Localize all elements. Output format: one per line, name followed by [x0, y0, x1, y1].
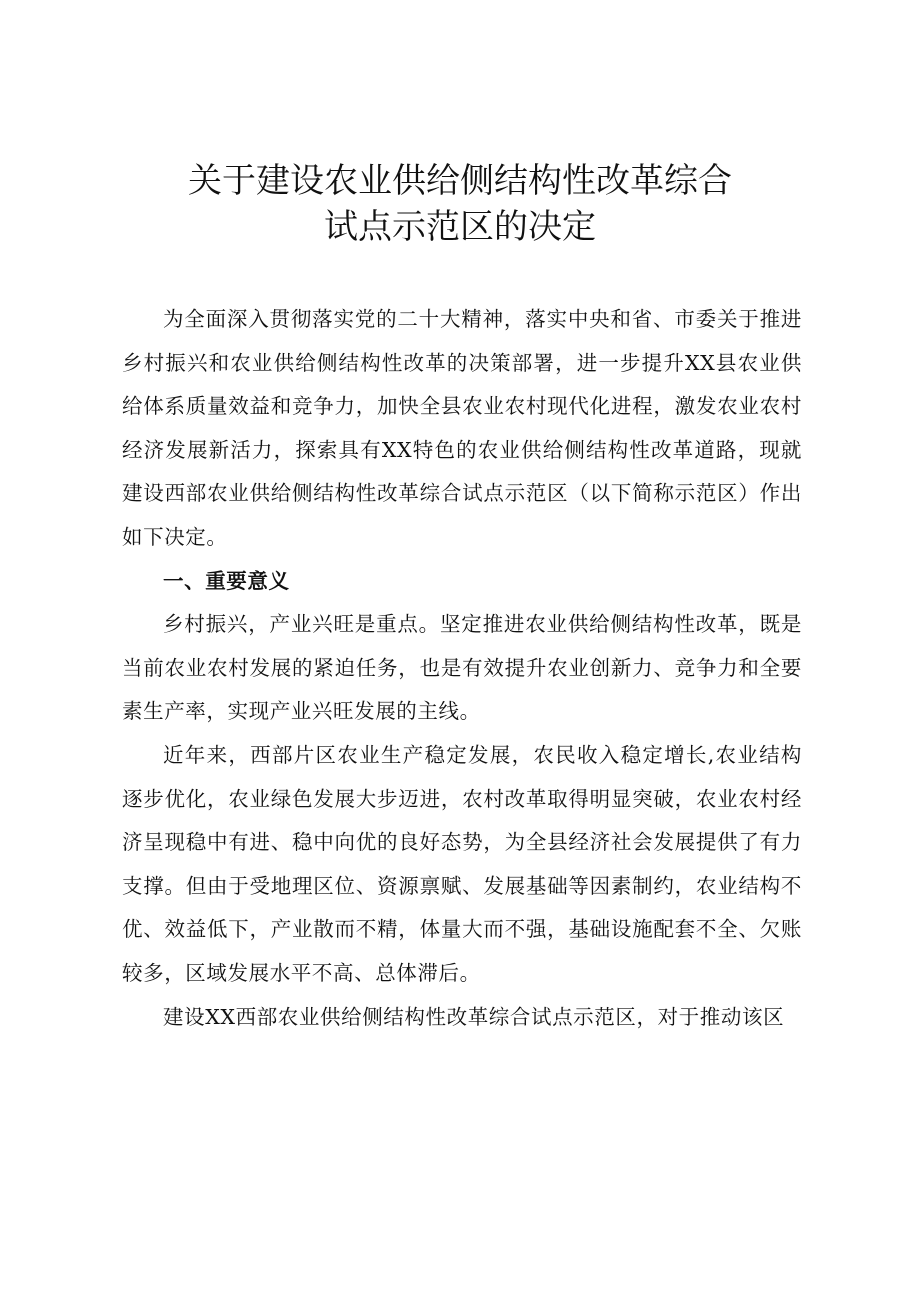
document-body [122, 298, 802, 1039]
title-line-1: 关于建设农业供给侧结构性改革综合 [188, 161, 732, 201]
title-line-2: 试点示范区的决定 [324, 207, 596, 247]
section-heading-importance: 一、重要意义 [163, 568, 290, 593]
document-title [0, 158, 920, 250]
paragraph-rural-revitalization: 乡村振兴，产业兴旺是重点。坚定推进农业供给侧结构性改革，既是当前农业农村发展的紧迫任务，也是有效提升农业创新力、竞争力和全要素生产率，实现产业兴旺发展的主线。 [122, 612, 802, 724]
paragraph-preamble: 为全面深入贯彻落实党的二十大精神，落实中央和省、市委关于推进乡村振兴和农业供给侧结构性改革的决策部署，进一步提升XX县农业供给体系质量效益和竞争力，加快全县农业农村现代化进程，激发农业农村经济发展新活力，探索具有XX特色的农业供给侧结构性改革道路，现就建设西部农业供给侧结构性改革综合试点示范区（以下简称示范区）作出如下决定。 [122, 307, 802, 549]
paragraph-construction: 建设XX西部农业供给侧结构性改革综合试点示范区，对于推动该区 [163, 1004, 785, 1029]
paragraph-recent-years: 近年来，西部片区农业生产稳定发展，农民收入稳定增长,农业结构逐步优化，农业绿色发展大步迈进，农村改革取得明显突破，农业农村经济呈现稳中有进、稳中向优的良好态势，为全县经济社会发展提供了有力支撑。但由于受地理区位、资源禀赋、发展基础等因素制约，农业结构不优、效益低下，产业散而不精，体量大而不强，基础设施配套不全、欠账较多，区域发展水平不高、总体滞后。 [122, 742, 802, 985]
